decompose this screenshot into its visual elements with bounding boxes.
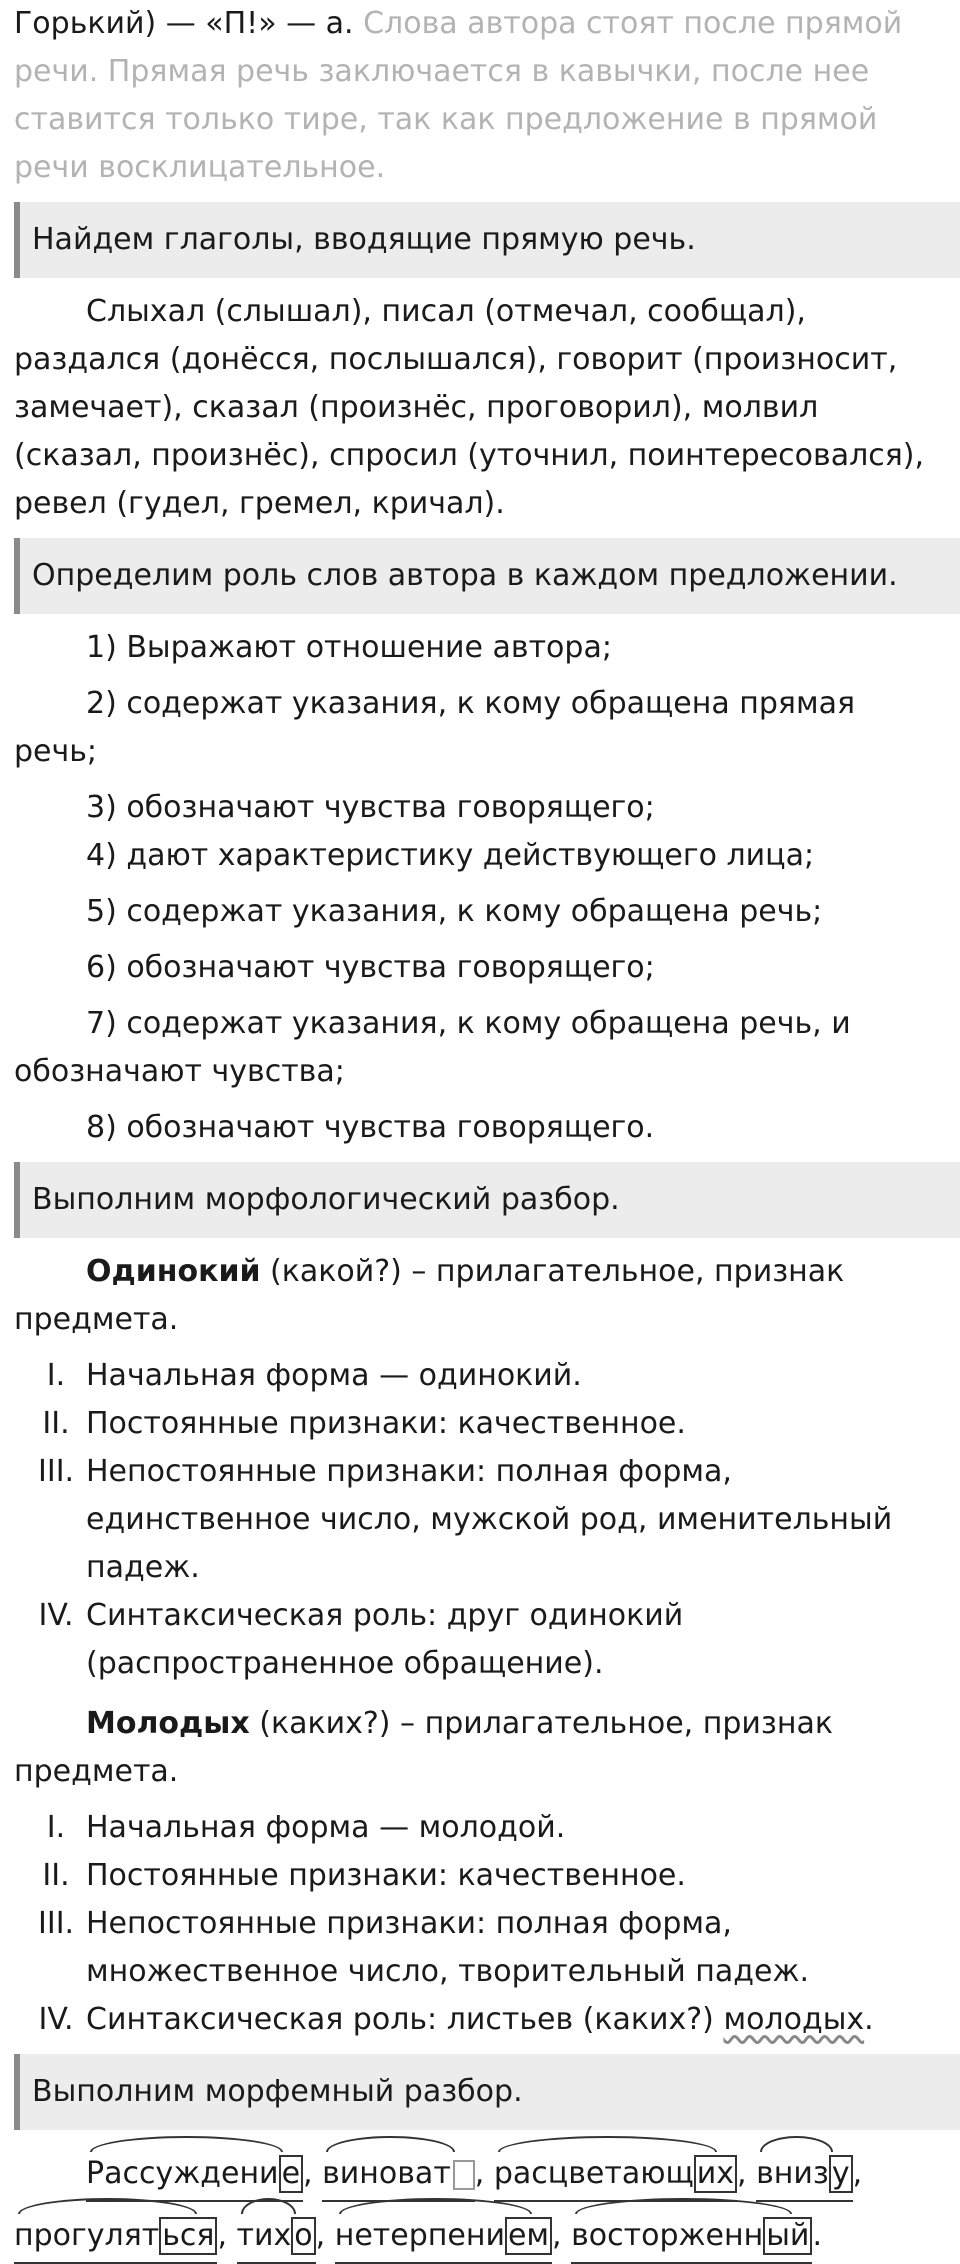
word1-intro <box>14 1248 946 1344</box>
wavy-underlined-word: молодых <box>723 2002 865 2037</box>
word1-bold: Одинокий <box>86 1254 261 1289</box>
morpheme-ending: ем <box>505 2217 552 2255</box>
morpheme-ending: у <box>829 2155 853 2193</box>
morpheme-ending: е <box>279 2155 303 2193</box>
list-item: IV. Синтаксическая роль: друг одинокий (распространенное обращение). <box>38 1598 684 1681</box>
role-item-5: 5) содержат указания, к кому обращена речь; <box>86 894 823 929</box>
morpheme-ending: о <box>291 2217 315 2255</box>
list-item: II. Постоянные признаки: качественное. <box>42 1858 686 1893</box>
word2-rest: (каких?) – прилагательное, признак предмета. <box>14 1706 833 1789</box>
intro-gray-text: Слова автора стоят после прямой речи. Прямая речь заключается в кавычки, после нее ставится только тире, так как предложение в прямой речи восклицательное. <box>14 6 903 185</box>
role-item-8: 8) обозначают чувства говорящего. <box>86 1110 655 1145</box>
root-arc-mark <box>760 2136 833 2152</box>
word1-rest: (какой?) – прилагательное, признак предмета. <box>14 1254 845 1337</box>
morpheme-stem: нетерпени <box>334 2218 505 2253</box>
morpheme-analysis-line <box>14 2140 946 2264</box>
morpheme-stem: виноват <box>322 2156 451 2191</box>
word1-analysis-list <box>14 1352 946 1688</box>
role-item-4: 4) дают характеристику действующего лица; <box>86 838 815 873</box>
morpheme-word <box>335 2202 552 2264</box>
role-item-2: 2) содержат указания, к кому обращена прямая речь; <box>14 686 856 769</box>
morpheme-word <box>756 2140 853 2202</box>
list-item: I. Начальная форма — одинокий. <box>46 1358 582 1393</box>
word-separator: , <box>474 2156 494 2191</box>
word-separator: , <box>303 2156 323 2191</box>
word2-analysis-list <box>14 1804 946 2044</box>
root-arc-mark <box>498 2136 717 2152</box>
verbs-paragraph: Слыхал (слышал), писал (отмечал, сообщал), раздался (донёсся, послышался), говорит (произносит, замечает), сказал (произнёс, проговорил), молвил (сказал, произнёс), спросил (уточнил, поинтересовался), ревел (гудел, гремел, кричал). <box>14 294 925 521</box>
section-header-morpheme: Выполним морфемный разбор. <box>14 2054 960 2130</box>
morpheme-stem: прогулят <box>14 2218 160 2253</box>
morpheme-stem: восторженн <box>571 2218 764 2253</box>
intro-paragraph <box>14 0 946 192</box>
morpheme-word <box>571 2202 812 2264</box>
word-separator: . <box>812 2218 822 2253</box>
morpheme-stem: Рассуждени <box>86 2156 279 2191</box>
word-separator: , <box>852 2156 863 2191</box>
word2-intro <box>14 1700 946 1796</box>
list-item: III. Непостоянные признаки: полная форма, множественное число, творительный падеж. <box>38 1906 810 1989</box>
root-arc-mark <box>326 2136 455 2152</box>
section-header-verbs: Найдем глаголы, вводящие прямую речь. <box>14 202 960 278</box>
morpheme-ending: ый <box>763 2217 812 2255</box>
word-separator: , <box>552 2218 572 2253</box>
list-item: I. Начальная форма — молодой. <box>46 1810 566 1845</box>
morpheme-stem: расцветающ <box>493 2156 694 2191</box>
morpheme-word <box>494 2140 737 2202</box>
morpheme-stem: тих <box>236 2218 292 2253</box>
intro-dark-text: Горький) — «П!» — а. <box>14 6 354 41</box>
word-separator: , <box>315 2218 335 2253</box>
word2-bold: Молодых <box>86 1706 250 1741</box>
list-item: III. Непостоянные признаки: полная форма, единственное число, мужской род, именительный падеж. <box>38 1454 893 1585</box>
zero-ending-box <box>453 2160 475 2190</box>
section-header-morphology: Выполним морфологический разбор. <box>14 1162 960 1238</box>
morpheme-word <box>86 2140 303 2202</box>
role-item-3: 3) обозначают чувства говорящего; <box>86 790 655 825</box>
morpheme-ending: их <box>694 2155 737 2193</box>
role-item-6: 6) обозначают чувства говорящего; <box>86 950 655 985</box>
root-arc-mark <box>90 2136 283 2152</box>
morpheme-stem: вниз <box>756 2156 829 2191</box>
morpheme-word <box>14 2202 217 2264</box>
list-item: II. Постоянные признаки: качественное. <box>42 1406 686 1441</box>
list-item: IV. Синтаксическая роль: листьев (каких?) молодых. <box>38 2002 874 2037</box>
role-item-1: 1) Выражают отношение автора; <box>86 630 612 665</box>
section-header-author-role: Определим роль слов автора в каждом предложении. <box>14 538 960 614</box>
morpheme-ending: ься <box>159 2217 217 2255</box>
word-separator: , <box>737 2156 757 2191</box>
morpheme-word <box>322 2140 475 2202</box>
morpheme-word <box>237 2202 316 2264</box>
word-separator: , <box>217 2218 237 2253</box>
role-item-7: 7) содержат указания, к кому обращена речь, и обозначают чувства; <box>14 1006 851 1089</box>
